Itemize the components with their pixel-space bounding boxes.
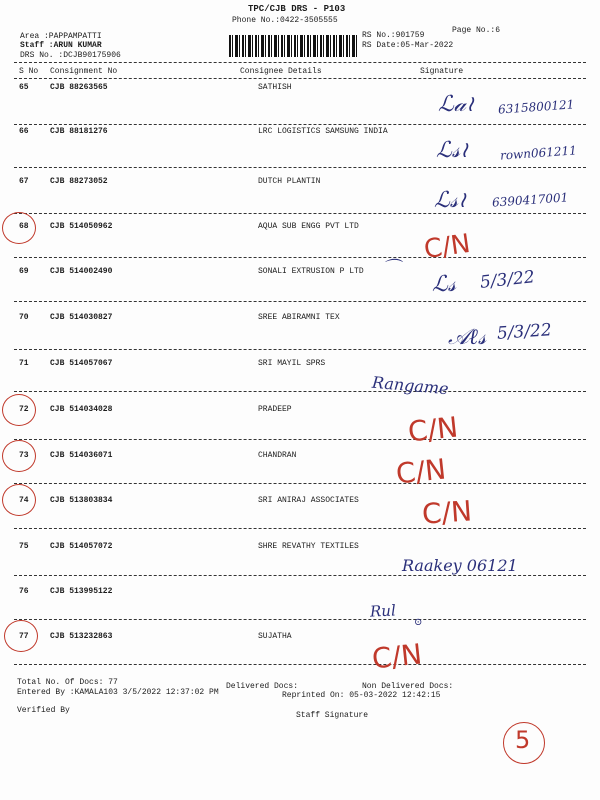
signature-scribble: ℒ𝒶≀ (438, 92, 475, 117)
row-sno: 72 (19, 405, 29, 414)
row-sno: 71 (19, 359, 29, 368)
cn-mark: C/N (406, 410, 460, 449)
row-consignment: CJB 88181276 (50, 127, 108, 136)
signature-scribble: ⊙ (414, 617, 423, 628)
cn-mark: C/N (420, 494, 474, 531)
row-consignment: CJB 514057067 (50, 359, 113, 368)
signature-scribble: ℒ𝓈 (432, 272, 456, 297)
drs-number: DRS No. :DCJB90175906 (20, 51, 121, 60)
row-divider (14, 575, 586, 576)
row-divider (14, 439, 586, 440)
signature-phone: 6315800121 (497, 97, 575, 117)
row-sno: 76 (19, 587, 29, 596)
signature-name: Rangame (371, 372, 450, 399)
col-header-consignee: Consignee Details (240, 67, 322, 76)
header-rule-top (14, 62, 586, 63)
corner-number-mark: 5 (515, 726, 531, 754)
row-sno: 75 (19, 542, 29, 551)
document-title: TPC/CJB DRS - P103 (248, 4, 346, 14)
page-number: Page No.:6 (452, 26, 501, 35)
reprinted-on: Reprinted On: 05-03-2022 12:42:15 (282, 691, 441, 700)
red-circle-mark (2, 484, 36, 516)
row-consignment: CJB 513995122 (50, 587, 113, 596)
row-consignee: SREE ABIRAMNI TEX (258, 313, 340, 322)
row-sno: 68 (19, 222, 29, 231)
area-label: Area :PAPPAMPATTI (20, 32, 102, 41)
row-consignee: DUTCH PLANTIN (258, 177, 321, 186)
row-consignment: CJB 514057072 (50, 542, 113, 551)
row-sno: 77 (19, 632, 29, 641)
row-consignee: AQUA SUB ENGG PVT LTD (258, 222, 359, 231)
row-consignee: SHRE REVATHY TEXTILES (258, 542, 359, 551)
row-divider (14, 213, 586, 214)
row-sno: 74 (19, 496, 29, 505)
col-header-sno: S No (19, 67, 39, 76)
red-circle-mark (2, 440, 36, 472)
row-consignee: LRC LOGISTICS SAMSUNG INDIA (258, 127, 388, 136)
row-sno: 70 (19, 313, 29, 322)
row-consignment: CJB 514002490 (50, 267, 113, 276)
row-consignment: CJB 514050962 (50, 222, 113, 231)
row-sno: 66 (19, 127, 29, 136)
red-circle-mark (4, 620, 38, 652)
row-consignment: CJB 514030827 (50, 313, 113, 322)
cn-mark: C/N (394, 452, 448, 491)
row-divider (14, 124, 586, 125)
row-consignment: CJB 88273052 (50, 177, 108, 186)
row-sno: 69 (19, 267, 29, 276)
row-sno: 65 (19, 83, 29, 92)
cn-mark: C/N (370, 637, 424, 676)
row-divider (14, 664, 586, 665)
row-consignee: PRADEEP (258, 405, 292, 414)
signature-scribble: ℒ𝓈≀ (434, 188, 467, 213)
header-rule-bottom (14, 78, 586, 79)
row-consignment: CJB 513803834 (50, 496, 113, 505)
signature-name: Rul (369, 601, 397, 621)
row-divider (14, 391, 586, 392)
row-consignee: SRI MAYIL SPRS (258, 359, 326, 368)
row-sno: 73 (19, 451, 29, 460)
row-consignment: CJB 514036071 (50, 451, 113, 460)
signature-tick: ⌒ (382, 258, 400, 279)
red-circle-mark (2, 212, 36, 244)
signature-date: 5/3/22 (479, 267, 536, 293)
row-consignee: SONALI EXTRUSION P LTD (258, 267, 364, 276)
signature-phone: 6390417001 (491, 190, 569, 210)
col-header-signature: Signature (420, 67, 464, 76)
row-divider (14, 528, 586, 529)
signature-name: Raakey 06121 (402, 556, 518, 575)
row-consignee: CHANDRAN (258, 451, 297, 460)
row-divider (14, 167, 586, 168)
row-consignment: CJB 513232863 (50, 632, 113, 641)
row-consignment: CJB 514034028 (50, 405, 113, 414)
verified-by: Verified By (17, 706, 70, 715)
delivered-docs: Delivered Docs: (226, 682, 299, 691)
rs-number: RS No.:901759 (362, 31, 425, 40)
non-delivered-docs: Non Delivered Docs: (362, 682, 454, 691)
signature-phone: rown061211 (499, 143, 578, 163)
row-consignee: SATHISH (258, 83, 292, 92)
row-divider (14, 483, 586, 484)
entered-by: Entered By :KAMALA103 3/5/2022 12:37:02 PM (17, 688, 219, 697)
rs-date: RS Date:05-Mar-2022 (362, 41, 454, 50)
barcode-image (229, 35, 357, 57)
staff-label: Staff :ARUN KUMAR (20, 41, 102, 50)
red-circle-mark (2, 394, 36, 426)
cn-mark: C/N (422, 228, 473, 266)
row-consignment: CJB 88263565 (50, 83, 108, 92)
phone-number: Phone No.:0422-3505555 (232, 16, 338, 25)
row-divider (14, 301, 586, 302)
col-header-consignment: Consignment No (50, 67, 118, 76)
signature-date: 5/3/22 (496, 320, 553, 344)
staff-signature: Staff Signature (296, 711, 369, 720)
row-divider (14, 619, 586, 620)
row-consignee: SUJATHA (258, 632, 292, 641)
total-docs: Total No. Of Docs: 77 (17, 678, 118, 687)
signature-scribble: 𝒜ℓ𝓈 (448, 325, 487, 350)
row-divider (14, 257, 586, 258)
signature-scribble: ℒ𝓈≀ (436, 138, 469, 163)
row-divider (14, 349, 586, 350)
row-consignee: SRI ANIRAJ ASSOCIATES (258, 496, 359, 505)
row-sno: 67 (19, 177, 29, 186)
